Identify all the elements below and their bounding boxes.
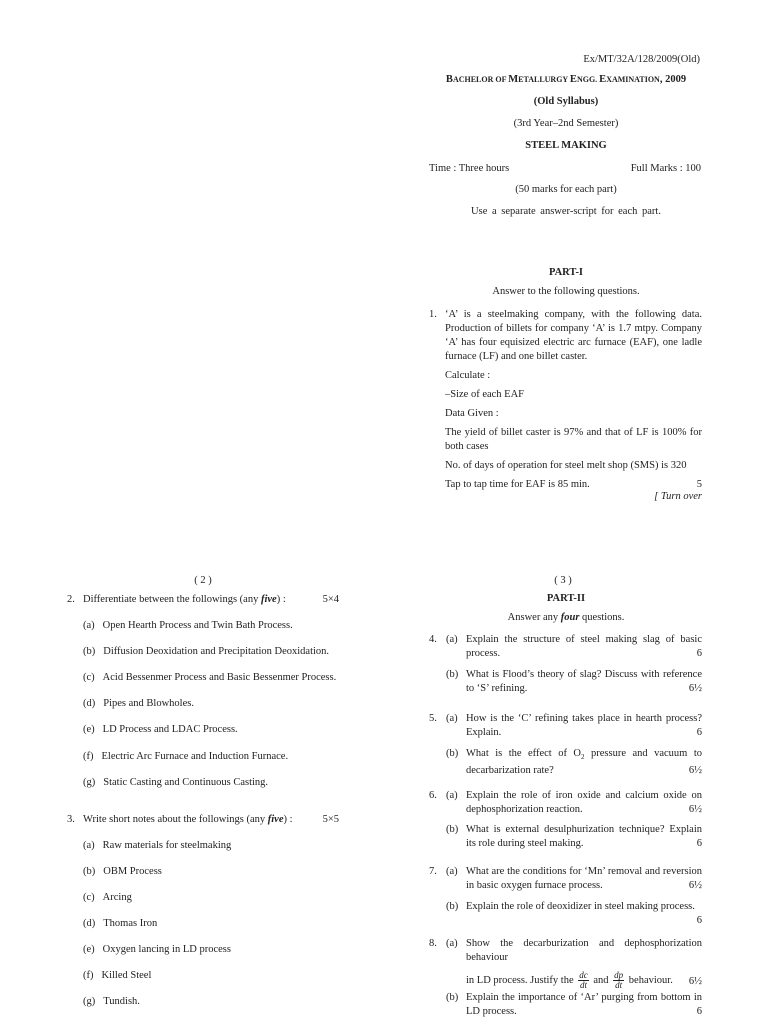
question-number: 2. (67, 594, 75, 605)
part1-title: PART-I (548, 267, 584, 278)
item-text: Pipes and Blowholes. (103, 698, 194, 710)
syllabus: (Old Syllabus) (533, 96, 599, 107)
sub-label: (b) (446, 992, 459, 1003)
list-item (83, 697, 194, 711)
item-text: Thomas Iron (103, 918, 158, 929)
question-5b (446, 747, 702, 778)
question-8a (446, 937, 702, 990)
part1-instruction: Answer to the following questions. (492, 286, 640, 297)
marks: 6½ (688, 765, 702, 777)
item-text: Arcing (102, 892, 132, 903)
item-label: (d) (83, 698, 96, 710)
question-6b (446, 823, 702, 851)
sub-text: Explain the structure of steel making slag of basic process. (466, 634, 702, 659)
question-4b (446, 668, 702, 696)
item-text: Oxygen lancing in LD process (102, 944, 231, 955)
item-text: Raw materials for steelmaking (102, 840, 232, 851)
item-label: (d) (83, 918, 96, 929)
list-item (83, 891, 132, 905)
sub-text: Explain the role of deoxidizer in steel making process. (466, 901, 695, 912)
calculate-label: Calculate : (445, 370, 491, 381)
marks: 6½ (688, 804, 702, 815)
list-item (83, 943, 231, 957)
item-text: Killed Steel (101, 970, 152, 981)
question-3 (67, 813, 339, 827)
sub-label: (a) (446, 634, 458, 645)
list-item (83, 645, 329, 659)
data-item-yield: The yield of billet caster is 97% and that of LF is 100% for both cases (445, 427, 702, 452)
question-8b (446, 991, 702, 1019)
question-7a (446, 865, 702, 893)
full-marks: Full Marks : 100 (630, 163, 701, 174)
item-label: (e) (83, 724, 95, 736)
item-label: (g) (83, 996, 96, 1007)
item-label: (g) (83, 776, 96, 788)
marks: 6½ (688, 880, 702, 891)
list-item (83, 839, 231, 853)
item-label: (c) (83, 672, 95, 684)
item-label: (e) (83, 944, 95, 955)
marks: 6½ (688, 683, 702, 694)
item-label: (c) (83, 892, 95, 903)
question-number: 3. (67, 814, 75, 825)
sub-text: What is external desulphurization technique? Explain its role during steel making. (466, 824, 702, 849)
item-label: (b) (83, 866, 96, 877)
question-4a (446, 633, 702, 661)
sub-label: (a) (446, 713, 458, 724)
question-6-number: 6. (429, 790, 437, 801)
sub-label: (b) (446, 669, 459, 680)
marks: 6 (696, 915, 702, 926)
list-item (83, 619, 293, 633)
question-7-number: 7. (429, 866, 437, 877)
question-number: 1. (429, 309, 437, 320)
marks: 6 (696, 727, 702, 738)
fraction-dp-dt: $\frac{dp}{dt}$ (614, 970, 624, 990)
sub-text: Explain the role of iron oxide and calcium oxide on dephosphorization reaction. (466, 790, 702, 815)
fraction-dc-dt: $\frac{dc}{dt}$ (579, 970, 588, 990)
marks: 6 (696, 648, 702, 659)
question-6a (446, 789, 702, 817)
list-item (83, 671, 336, 685)
item-label: (f) (83, 750, 94, 762)
item-text: Acid Bessenmer Process and Basic Bessenmer Process. (102, 672, 337, 684)
item-text: OBM Process (103, 866, 162, 877)
marks: 5×4 (322, 594, 339, 605)
list-item (83, 776, 268, 790)
item-text: Open Hearth Process and Twin Bath Process. (102, 620, 293, 631)
sub-text: Show the decarburization and dephosphorization behaviour in LD process. Justify the $\frac{dc}{dt}$ and $\frac{dp}{dt}$ behaviour. 6½ (466, 938, 702, 990)
question-5-number: 5. (429, 713, 437, 724)
list-item (83, 917, 157, 931)
part2-title: PART-II (546, 593, 586, 604)
marks: 6½ (688, 976, 702, 987)
question-1 (429, 308, 702, 497)
list-item (83, 750, 288, 764)
marks: 6 (696, 1006, 702, 1017)
item-text: Electric Arc Furnace and Induction Furnace. (101, 750, 289, 762)
list-item (83, 969, 151, 983)
data-item-tap: Tap to tap time for EAF is 85 min. 5 (445, 479, 702, 490)
sub-text: What are the conditions for ‘Mn’ removal and reversion in basic oxygen furnace process. (466, 866, 702, 891)
subject-title: STEEL MAKING (525, 140, 607, 151)
calculate-item: –Size of each EAF (445, 389, 525, 400)
exam-title: BACHELOR OF METALLURGY ENGG. EXAMINATION, 2009 (445, 74, 687, 85)
data-given-label: Data Given : (445, 408, 499, 419)
page-number-3: ( 3 ) (554, 575, 572, 586)
turn-over: [ Turn over (654, 491, 702, 502)
item-text: LD Process and LDAC Process. (102, 724, 238, 736)
data-item-days: No. of days of operation for steel melt shop (SMS) is 320 (445, 460, 687, 471)
sub-label: (b) (446, 824, 459, 835)
question-5a (446, 712, 702, 740)
item-label: (a) (83, 620, 95, 631)
sub-label: (a) (446, 938, 458, 949)
question-2 (67, 593, 339, 607)
item-label: (a) (83, 840, 95, 851)
exam-code: Ex/MT/32A/128/2009(Old) (583, 54, 700, 65)
time-allowed: Time : Three hours (429, 163, 510, 174)
question-text: Differentiate between the followings (any five) : (83, 594, 286, 605)
question-8-number: 8. (429, 938, 437, 949)
sub-label: (a) (446, 866, 458, 877)
marks: 6 (696, 838, 702, 849)
item-text: Diffusion Deoxidation and Precipitation Deoxidation. (103, 646, 330, 658)
answer-script-instruction: Use a separate answer-script for each part. (471, 206, 661, 217)
semester: (3rd Year–2nd Semester) (513, 118, 619, 129)
question-text: Write short notes about the followings (any five) : (83, 814, 293, 825)
list-item (83, 865, 162, 879)
part2-instruction: Answer any four questions. (507, 612, 625, 623)
list-item (83, 723, 238, 737)
marks: 5×5 (322, 814, 339, 825)
sub-label: (b) (446, 901, 459, 912)
item-text: Tundish. (103, 996, 140, 1007)
sub-label: (b) (446, 748, 459, 759)
question-text: ‘A’ is a steelmaking company, with the following data. Production of billets for company ‘A’ is 1.7 mtpy. Company ‘A’ has four equisized electric arc furnace (EAF), one ladle furnace (LF) and one billet caster. (445, 309, 702, 362)
marks: 5 (696, 479, 702, 490)
list-item (83, 995, 140, 1009)
sub-text: Explain the importance of ‘Ar’ purging from bottom in LD process. (466, 992, 702, 1017)
sub-text: What is the effect of $O_2$ pressure and vacuum to decarbarization rate? (466, 748, 702, 777)
question-4-number: 4. (429, 634, 437, 645)
sub-text: What is Flood’s theory of slag? Discuss with reference to ‘S’ refining. (466, 669, 702, 694)
sub-text: How is the ‘C’ refining takes place in hearth process? Explain. (466, 713, 702, 738)
marks-each-part: (50 marks for each part) (515, 184, 617, 195)
sub-label: (a) (446, 790, 458, 801)
page-number-2: ( 2 ) (194, 575, 212, 586)
item-label: (b) (83, 646, 96, 658)
item-text: Static Casting and Continuous Casting. (103, 776, 269, 788)
item-label: (f) (83, 970, 94, 981)
question-7b (446, 900, 702, 928)
